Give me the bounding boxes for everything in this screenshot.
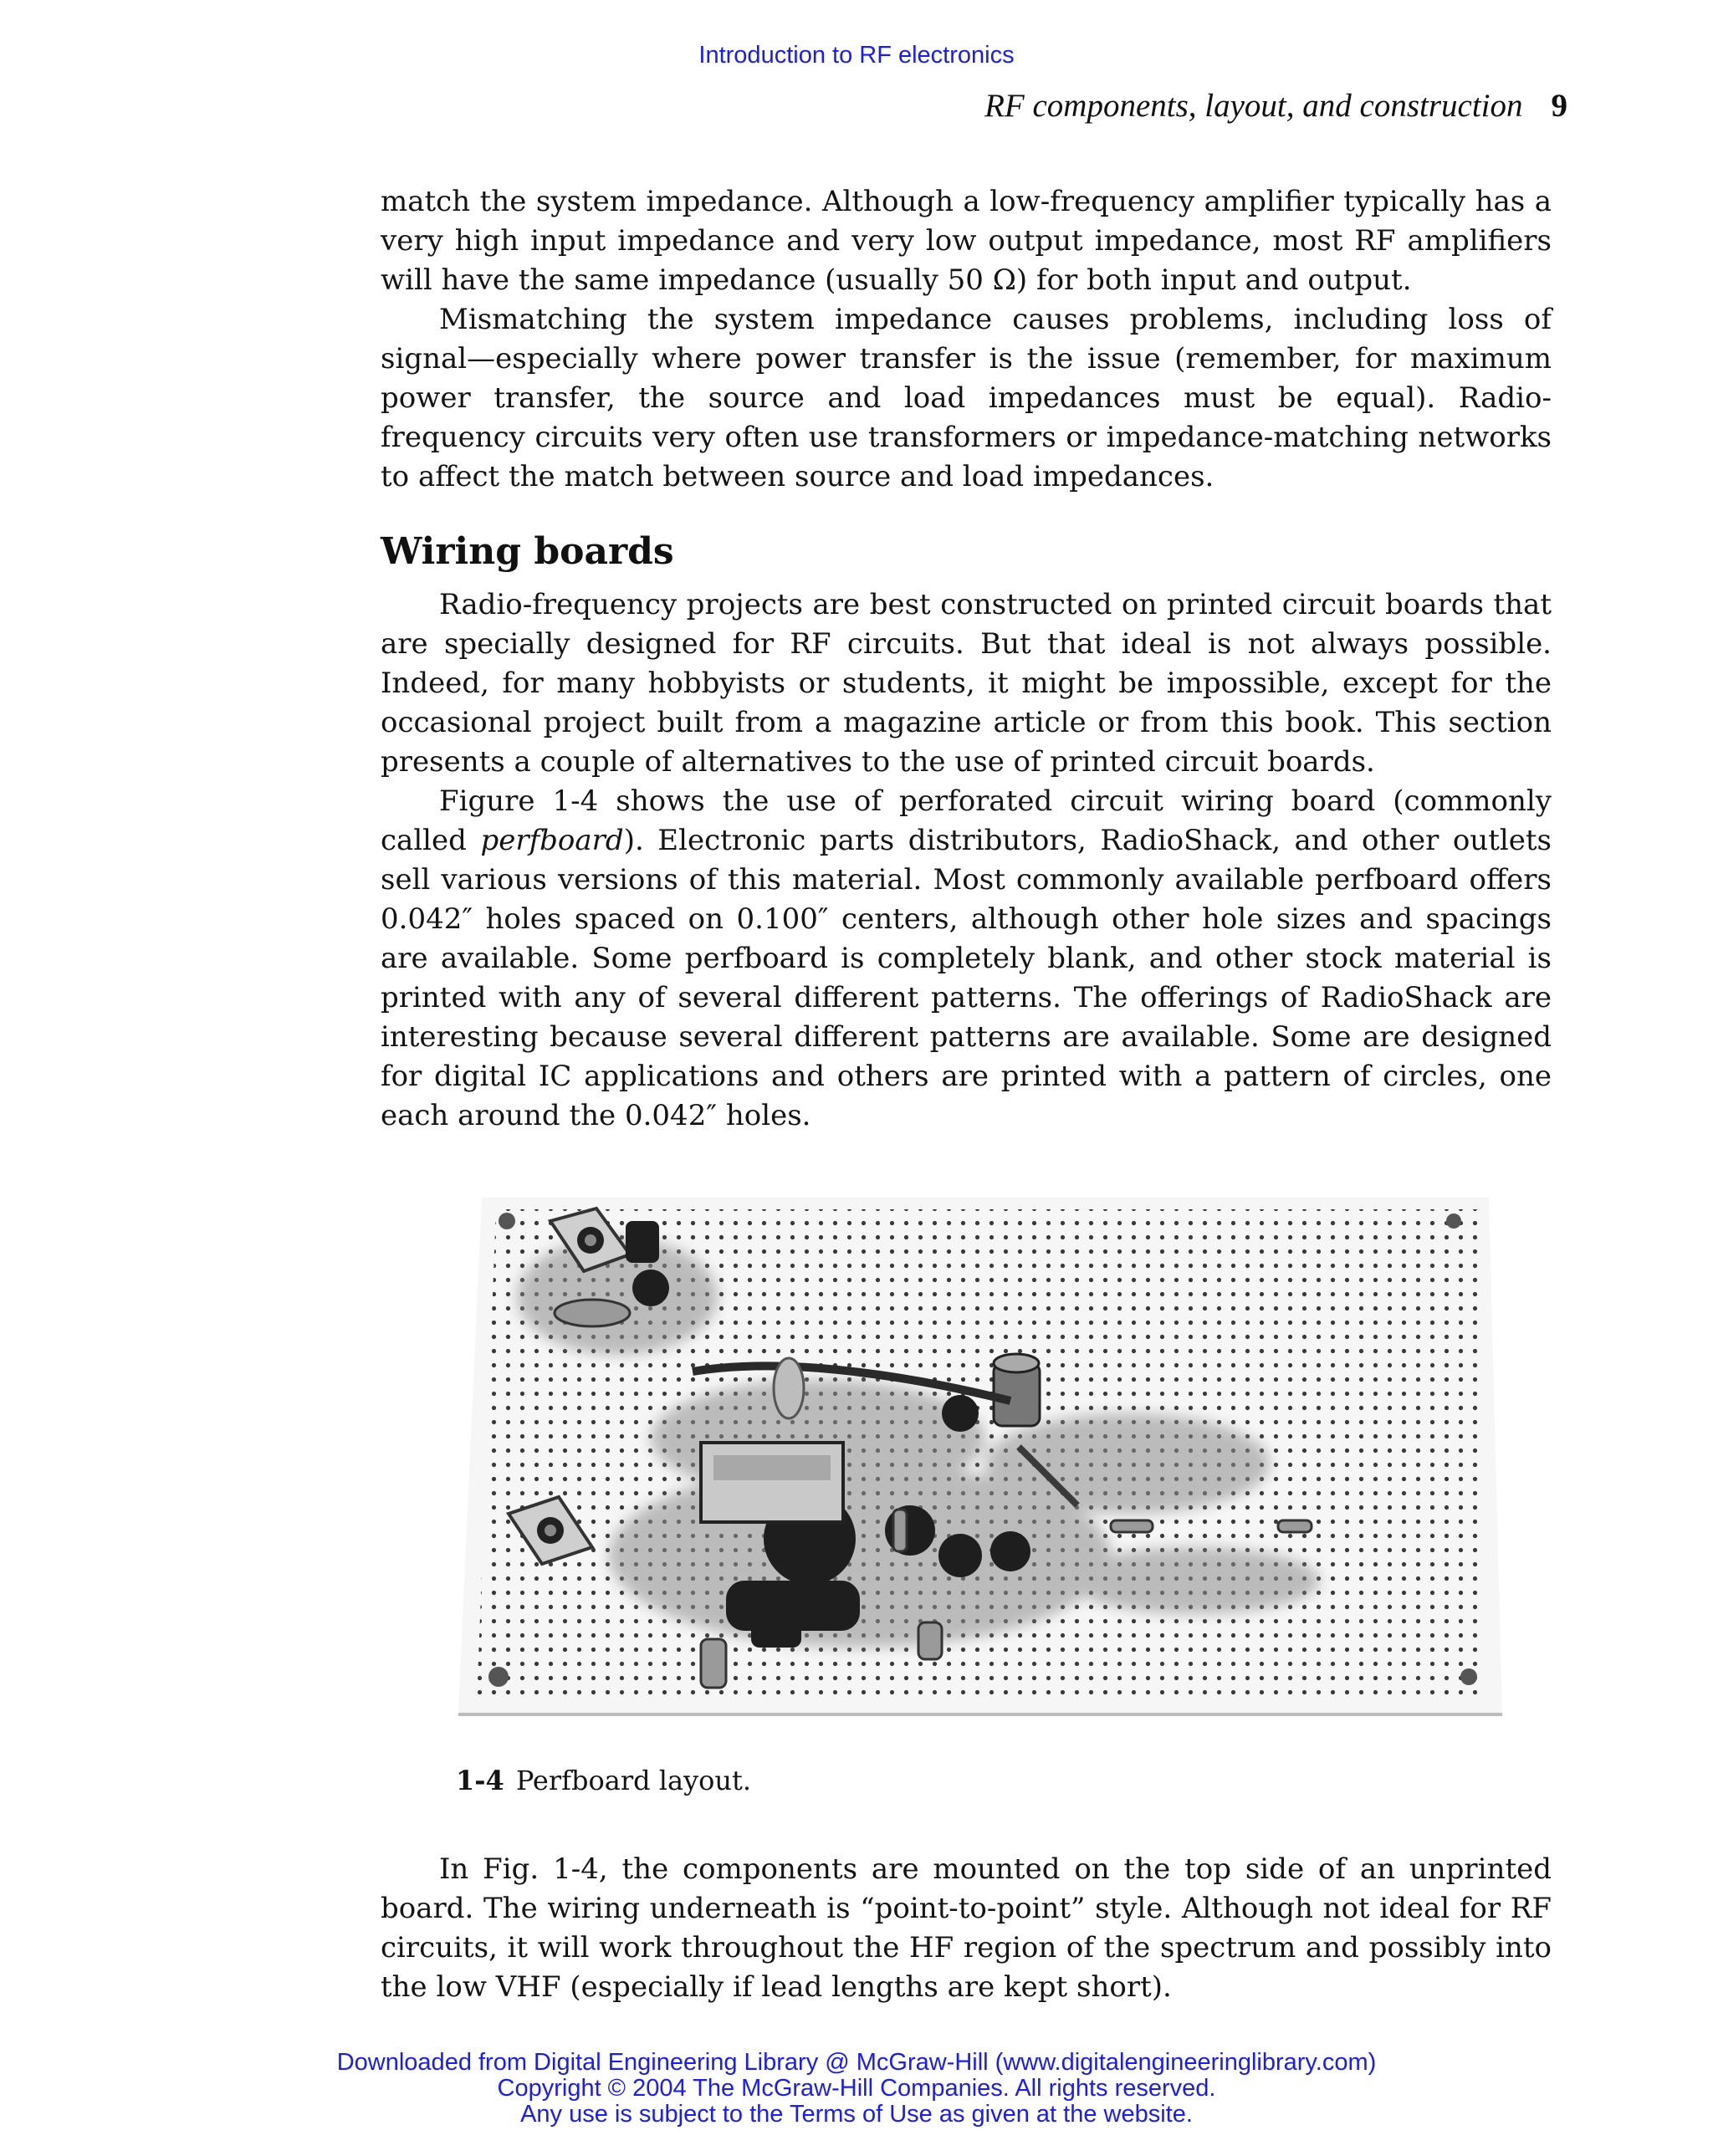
paragraph-4-start: Figure 1-4 shows the use of perforated circuit wiring board (commonly called — [381, 784, 1552, 857]
figure-caption — [456, 1765, 751, 1796]
relay-module — [701, 1443, 843, 1522]
electrolytic-capacitor — [994, 1354, 1040, 1426]
footer-download-line[interactable]: Downloaded from Digital Engineering Library @ McGraw-Hill (www.digitalengineeringlibrary.com) — [336, 2049, 1377, 2076]
page-number: 9 — [1551, 88, 1567, 124]
chapter-link[interactable]: Introduction to RF electronics — [698, 42, 1015, 69]
paragraph-1: match the system impedance. Although a low-frequency amplifier typically has a very high input impedance and very low output impedance, most RF amplifiers will have the same impedance (usually 50 Ω) for both input and output. — [381, 185, 1552, 297]
paragraph-5: In Fig. 1-4, the components are mounted on the top side of an unprinted board. The wiring underneath is “point-to-point” style. Although not ideal for RF circuits, it will work throughout the HF region of the spectrum and possibly into the low VHF (especially if lead lengths are kept short). — [381, 1852, 1552, 2004]
section-heading: Wiring boards — [381, 530, 674, 573]
figure-number: 1-4 — [456, 1765, 504, 1796]
footer — [0, 2050, 1713, 2128]
paragraph-2: Mismatching the system impedance causes problems, including loss of signal—especially where power transfer is the issue (remember, for maximum power transfer, the source and load impedances must be equal). Radio-frequency circuits very often use transformers or impedance-matching networks to affect the match between source and load impedances. — [381, 303, 1552, 493]
closing-text — [381, 1850, 1552, 2007]
paragraph-3: Radio-frequency projects are best constructed on printed circuit boards that are specially designed for RF circuits. But that ideal is not always possible. Indeed, for many hobbyists or students, it might be impossible, except for the occasional project built from a magazine article or from this book. This section presents a couple of alternatives to the use of printed circuit boards. — [381, 588, 1552, 779]
footer-terms-line[interactable]: Any use is subject to the Terms of Use as given at the website. — [520, 2101, 1193, 2128]
footer-copyright-line: Copyright © 2004 The McGraw-Hill Companies. All rights reserved. — [497, 2075, 1216, 2102]
figure-caption-text: Perfboard layout. — [515, 1765, 752, 1796]
running-head — [984, 87, 1567, 125]
perfboard-photo — [458, 1188, 1514, 1727]
running-title: RF components, layout, and construction — [984, 88, 1523, 124]
section-text — [381, 585, 1552, 1136]
intro-text — [381, 182, 1552, 497]
perfboard-illustration — [458, 1188, 1514, 1727]
perfboard-term: perfboard — [480, 824, 624, 857]
paragraph-4-rest: ). Electronic parts distributors, RadioShack, and other outlets sell various versions of this material. Most commonly available perfboard offers 0.042″ holes spaced on 0.100″ centers, although other hole sizes and spacings are available. Some perfboard is completely blank, and other stock material is printed with any of several different patterns. The offerings of RadioShack are interesting because several different patterns are available. Some are designed for digital IC applications and others are printed with a pattern of circles, one each around the 0.042″ holes. — [381, 824, 1552, 1132]
disc-capacitor — [774, 1358, 804, 1418]
paragraph-4 — [381, 782, 1552, 1136]
